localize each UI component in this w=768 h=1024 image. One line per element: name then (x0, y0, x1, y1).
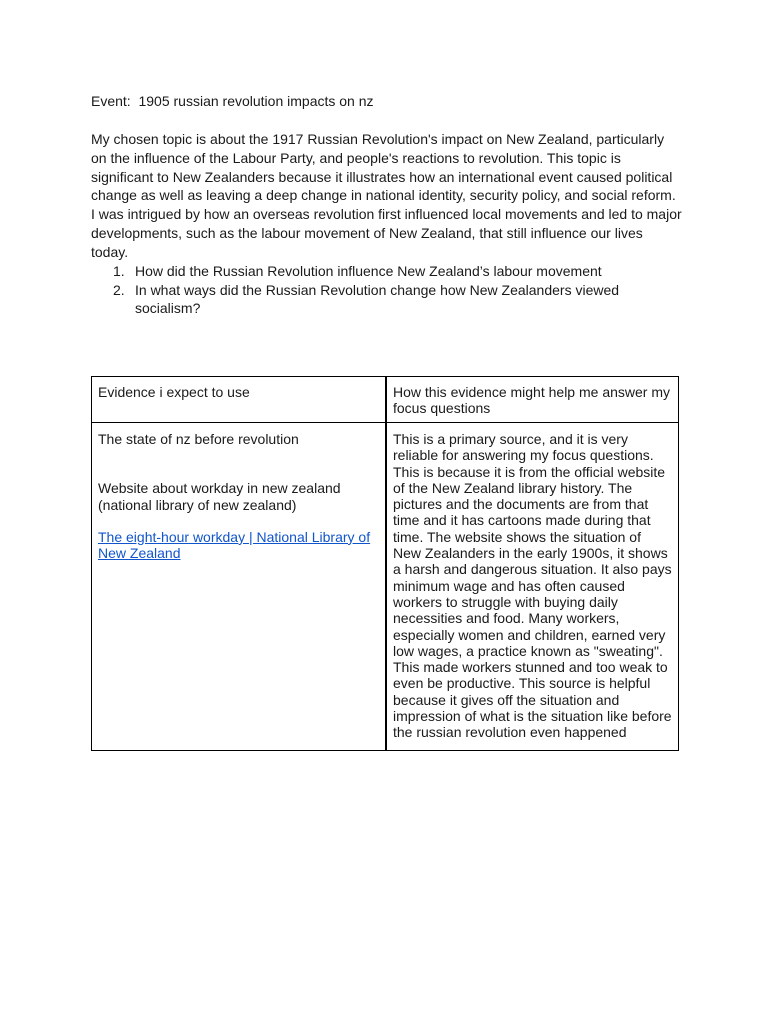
header-evidence: Evidence i expect to use (92, 377, 387, 423)
event-label: Event: (91, 93, 131, 109)
explanation-cell: This is a primary source, and it is very reliable for answering my focus questions. This is because it is from the official website of the New Zealand library history. The pictures and the documents are from that time and it has cartoons made during that time. The website shows the situation of New Zealanders in the early 1900s, it shows a harsh and dangerous situation. It also pays minimum wage and has often caused workers to struggle with buying daily necessities and food. Many workers, especially women and children, earned very low wages, a practice known as "sweating". This made workers stunned and too weak to even be productive. This source is helpful because it gives off the situation and impression of what is the situation like before the russian revolution even happened (386, 423, 679, 751)
focus-questions-list (91, 262, 651, 318)
table-header-row (92, 377, 679, 423)
evidence-cell (92, 423, 387, 751)
header-usefulness: How this evidence might help me answer my focus questions (386, 377, 679, 423)
focus-question-text: How did the Russian Revolution influence New Zealand’s labour movement (135, 263, 602, 279)
intro-paragraph: My chosen topic is about the 1917 Russian Revolution's impact on New Zealand, particularly on the influence of the Labour Party, and people's reactions to revolution. This topic is significant to New Zealanders because it illustrates how an international event caused political change as well as leaving a deep change in national identity, security policy, and social reform. I was intrigued by how an overseas revolution first influenced local movements and led to major developments, such as the labour movement of New Zealand, that still influence our lives today. (91, 131, 682, 260)
focus-question-number: 2. (113, 281, 125, 298)
website-description: Website about workday in new zealand (national library of new zealand) (98, 480, 341, 513)
event-value: 1905 russian revolution impacts on nz (138, 93, 374, 109)
source-link[interactable]: The eight-hour workday | National Library of New Zealand (98, 528, 371, 562)
focus-question-text: In what ways did the Russian Revolution change how New Zealanders viewed socialism? (135, 281, 620, 316)
table-row (92, 423, 679, 751)
event-line (91, 92, 374, 110)
focus-question-2 (91, 281, 651, 318)
focus-question-1 (91, 262, 651, 281)
state-heading: The state of nz before revolution (98, 431, 299, 447)
focus-question-number: 1. (113, 263, 125, 279)
evidence-table (91, 376, 679, 751)
